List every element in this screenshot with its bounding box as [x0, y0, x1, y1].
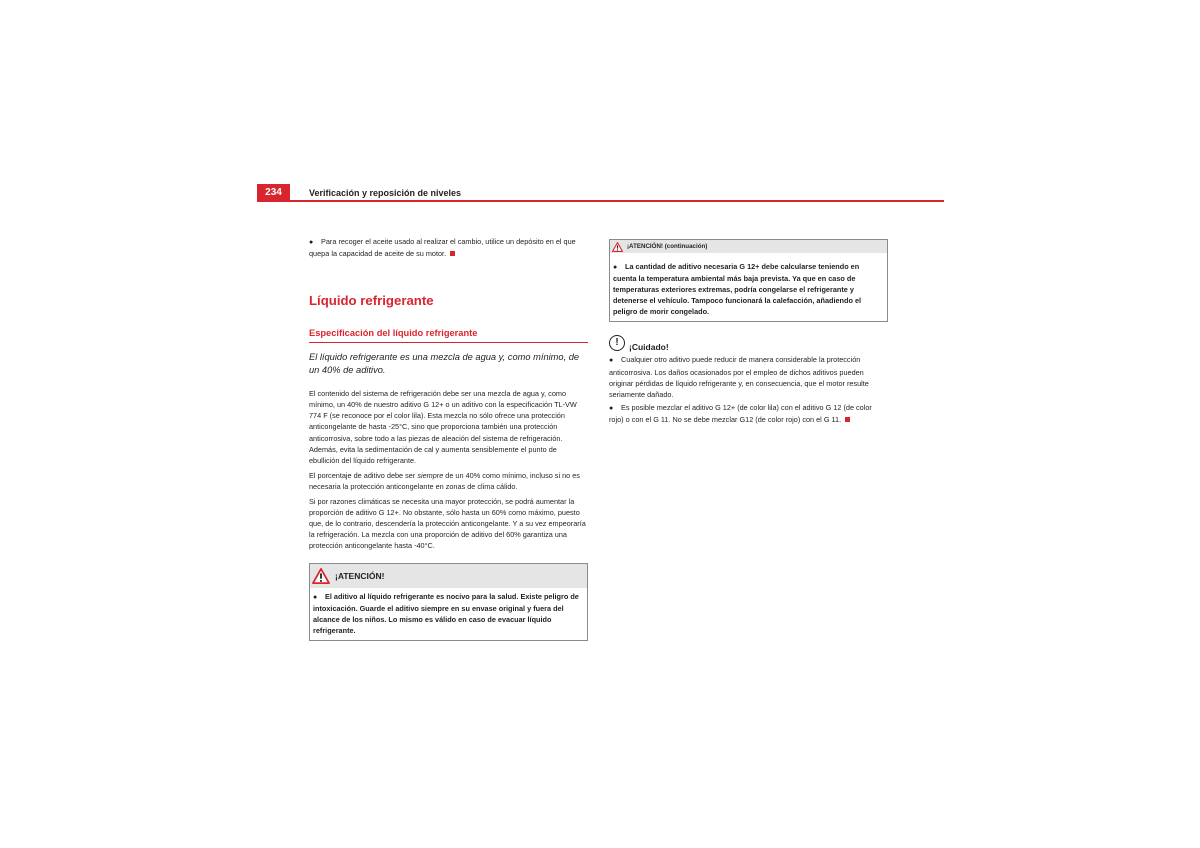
caution-title: ¡Cuidado! [629, 342, 669, 353]
warning-header [310, 564, 587, 588]
body-paragraph-2 [309, 470, 588, 492]
para2-start: El porcentaje de aditivo debe ser [309, 470, 418, 480]
warning-continued-box [609, 239, 888, 322]
para2-emphasis: siempre [417, 470, 444, 480]
warning-continued-title: ¡ATENCIÓN! (continuación) [627, 243, 708, 250]
body-paragraph-3: Si por razones climáticas se necesita una mayor protección, se podrá aumentar la proporción de aditivo G 12+. No obstante, sólo hasta un 60% como máximo, puesto que, de lo contrario, descendería la protección anticongelante. Y a su vez empeoraría la refrigeración. La mezcla con una proporción de aditivo del 60% garantiza una protección anticongelante hasta -40°C. [309, 497, 586, 551]
body-paragraph-1: El contenido del sistema de refrigeración debe ser una mezcla de agua y, como mínimo, un 40% de nuestro aditivo G 12+ o un aditivo con la especificación TL-VW 774 F (se reconoce por el color lila). Esta mezcla no sólo ofrece una protección anticongelante de hasta -25°C, sino que proporciona también una protección anticorrosiva, sobre todo a las piezas de aleación del sistema de refrigeración. Además, evita la sedimentación de cal y aumenta sensiblemente el punto de ebullición del líquido refrigerante. [309, 389, 577, 465]
warning-continued-body [610, 253, 887, 321]
left-column [309, 236, 588, 641]
subsection-title: Especificación del líquido refrigerante [309, 327, 588, 343]
caution-list [609, 354, 888, 425]
caution-item [609, 402, 888, 425]
intro-text: El líquido refrigerante es una mezcla de agua y, como mínimo, de un 40% de aditivo. [309, 352, 580, 376]
bullet-dot: ● [609, 404, 614, 412]
right-column [609, 239, 888, 425]
warning-box [309, 563, 588, 641]
caution-header [609, 334, 888, 352]
bullet-oil-text: Para recoger el aceite usado al realizar el cambio, utilice un depósito en el que quepa la capacidad de aceite de su motor. [309, 237, 576, 259]
warning-body [310, 588, 587, 640]
warning-text: El aditivo al líquido refrigerante es nocivo para la salud. Existe peligro de intoxicación. Guarde el aditivo siempre en su envase original y fuera del alcance de los niños. Lo mismo es válido en caso de evacuar líquido refrigerante. [313, 591, 579, 635]
caution-item-2-text: Es posible mezclar el aditivo G 12+ (de color lila) con el aditivo G 12 (de color rojo) o con el G 11. No se debe mezclar G12 (de color rojo) con el G 11. [609, 402, 872, 424]
bullet-oil-paragraph [309, 236, 588, 259]
bullet-dot: ● [613, 264, 618, 271]
warning-title: ¡ATENCIÓN! [335, 570, 385, 581]
warning-continued-text: La cantidad de aditivo necesaria G 12+ debe calcularse teniendo en cuenta la temperatura ambiental más baja prevista. Ya que en caso de temperaturas exteriores extremas, podría congelarse el refrigerante y detenerse el vehículo. Tampoco funcionará la calefacción, añadiendo el peligro de morir congelado. [613, 262, 862, 317]
end-mark-icon [450, 251, 455, 256]
page-number: 234 [257, 184, 290, 201]
exclamation-circle-icon: ! [609, 335, 625, 351]
warning-triangle-icon [612, 242, 623, 252]
bullet-dot: ● [309, 239, 314, 246]
bullet-dot: ● [313, 593, 318, 601]
caution-item-1-text: Cualquier otro aditivo puede reducir de manera considerable la protección anticorrosiva. Los daños ocasionados por el empleo de dichos aditivos pueden originar pérdidas de líquido refrigerante y, en consecuencia, que el motor resulte seriamente dañado. [609, 355, 869, 399]
bullet-dot: ● [609, 357, 614, 365]
running-title: Verificación y reposición de niveles [309, 188, 462, 198]
header-rule [257, 200, 944, 202]
warning-continued-header [610, 240, 887, 253]
warning-triangle-icon [312, 568, 330, 584]
para2-end: de un 40% como mínimo, incluso si no es necesaria la protección anticongelante en zonas de clima cálido. [309, 470, 580, 491]
end-mark-icon [845, 417, 850, 422]
section-title: Líquido refrigerante [309, 293, 434, 309]
caution-item [609, 354, 888, 399]
